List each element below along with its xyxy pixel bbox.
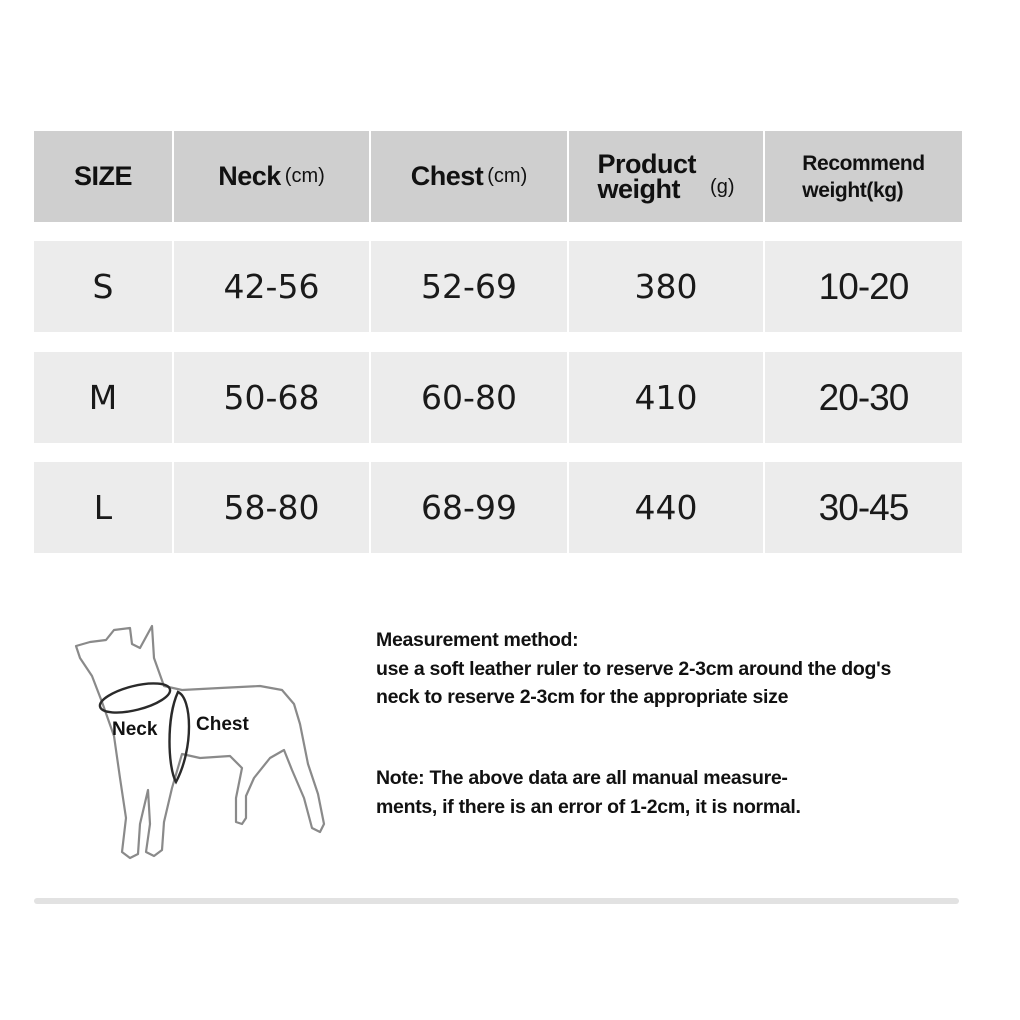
table-row-m bbox=[34, 352, 962, 443]
chest-cell: 52-69 bbox=[421, 267, 517, 306]
note-line-1: Note: The above data are all manual measure- bbox=[376, 767, 788, 789]
product-weight-cell: 410 bbox=[634, 378, 698, 417]
dog-body-outline bbox=[76, 626, 324, 858]
bottom-divider bbox=[34, 898, 959, 904]
chest-measure-ring bbox=[170, 692, 190, 782]
neck-measure-ring bbox=[97, 678, 173, 719]
table-header-row bbox=[34, 131, 962, 222]
header-size: SIZE bbox=[34, 131, 174, 222]
header-product-weight: Product weight (g) bbox=[569, 131, 765, 222]
measurement-method bbox=[376, 626, 986, 712]
size-cell: M bbox=[88, 378, 118, 417]
measurement-note bbox=[376, 764, 986, 821]
header-neck: Neck (cm) bbox=[174, 131, 371, 222]
chest-label: Chest bbox=[196, 714, 249, 735]
measurement-line-1: use a soft leather ruler to reserve 2-3cm around the dog's bbox=[376, 657, 891, 680]
measurement-title: Measurement method: bbox=[376, 629, 579, 651]
dog-outline-icon bbox=[70, 618, 340, 868]
recommend-weight-cell: 20-30 bbox=[818, 376, 909, 418]
table-row-s bbox=[34, 241, 962, 332]
table-row-l bbox=[34, 462, 962, 553]
neck-cell: 50-68 bbox=[223, 378, 320, 417]
recommend-weight-cell: 10-20 bbox=[818, 265, 909, 307]
neck-cell: 42-56 bbox=[223, 267, 320, 306]
product-weight-cell: 440 bbox=[634, 488, 698, 527]
product-weight-cell: 380 bbox=[634, 267, 698, 306]
size-cell: L bbox=[93, 488, 113, 527]
note-line-2: ments, if there is an error of 1-2cm, it is normal. bbox=[376, 795, 801, 818]
header-chest: Chest (cm) bbox=[371, 131, 569, 222]
neck-cell: 58-80 bbox=[223, 488, 320, 527]
neck-label: Neck bbox=[112, 719, 158, 740]
measurement-line-2: neck to reserve 2-3cm for the appropriate size bbox=[376, 686, 789, 708]
size-cell: S bbox=[92, 267, 114, 306]
header-recommend-weight: Recommend weight(kg) bbox=[802, 151, 925, 202]
chest-cell: 60-80 bbox=[421, 378, 517, 417]
chest-cell: 68-99 bbox=[421, 488, 517, 527]
recommend-weight-cell: 30-45 bbox=[818, 486, 909, 528]
